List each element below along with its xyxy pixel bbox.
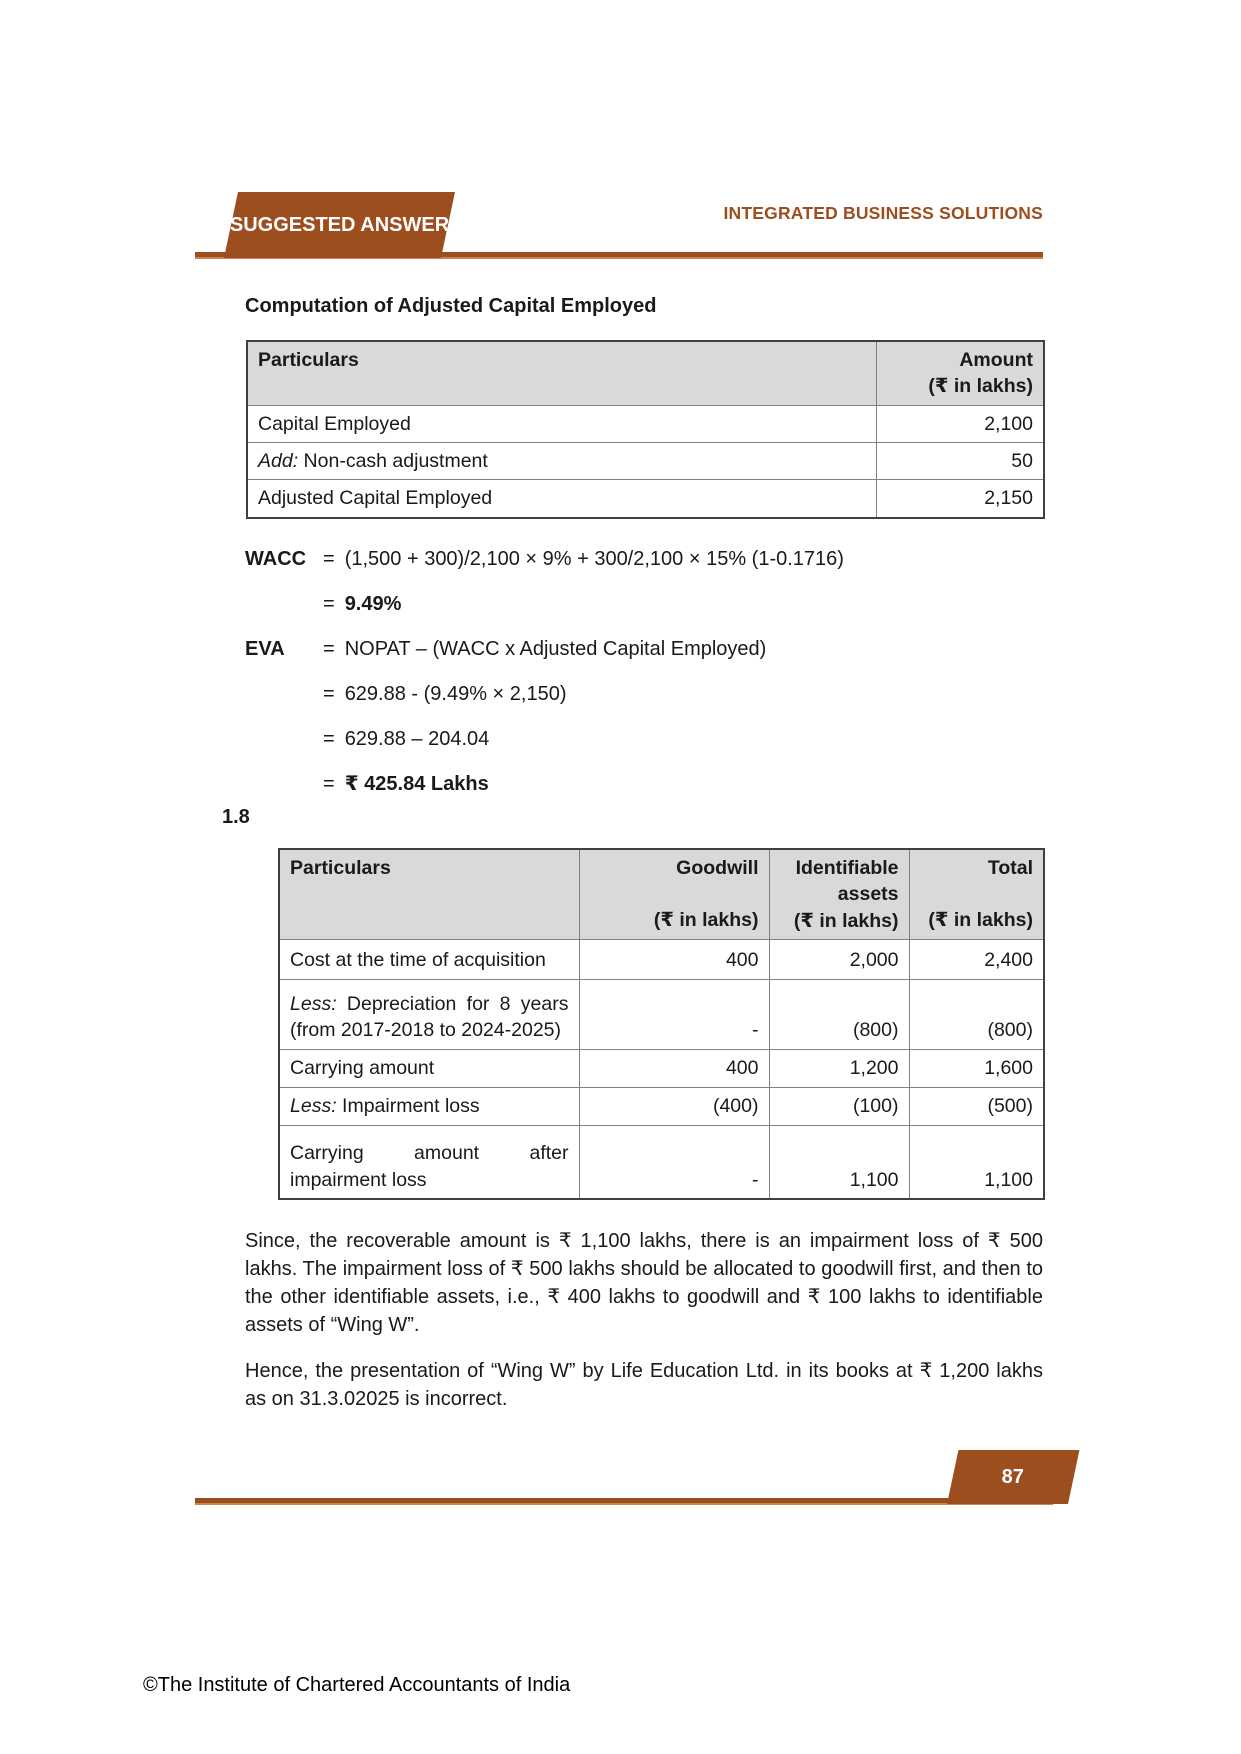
col-header-particulars: Particulars [279, 849, 579, 939]
table-row [247, 442, 1044, 479]
subject-title: INTEGRATED BUSINESS SOLUTIONS [723, 203, 1043, 223]
row-label: Carrying amount after impairment loss [279, 1125, 579, 1199]
row-label: Capital Employed [247, 405, 876, 442]
row-label: Add: Non-cash adjustment [247, 442, 876, 479]
table-row: Cost at the time of acquisition 400 2,000 2,400 [279, 939, 1044, 979]
banner-label: SUGGESTED ANSWER [229, 213, 450, 236]
table-row: Less: Depreciation for 8 years (from 2017-2018 to 2024-2025) - (800) (800) [279, 979, 1044, 1049]
col-header-particulars: Particulars [247, 341, 876, 405]
equation-line: = 629.88 - (9.49% × 2,150) [323, 683, 567, 705]
row-amount: 2,150 [876, 480, 1044, 518]
row-label: Adjusted Capital Employed [247, 480, 876, 518]
eva-label: EVA [245, 638, 285, 660]
col-header-amount: Amount (₹ in lakhs) [876, 341, 1044, 405]
page-number-badge [947, 1450, 1079, 1504]
wacc-label: WACC [245, 548, 307, 570]
impairment-table [278, 848, 1045, 1200]
col-header-total: Total (₹ in lakhs) [909, 849, 1044, 939]
equation-line: = 629.88 – 204.04 [323, 728, 490, 750]
row-label: Carrying amount [279, 1049, 579, 1087]
page-number: 87 [1002, 1465, 1025, 1488]
equation-line: = ₹ 425.84 Lakhs [323, 773, 489, 795]
equation-line: = 9.49% [323, 593, 402, 615]
paragraph: Hence, the presentation of “Wing W” by Life Education Ltd. in its books at ₹ 1,200 lakhs as on 31.3.02025 is incorrect. [245, 1360, 1043, 1410]
table-header-row [247, 341, 1044, 405]
question-number: 1.8 [222, 806, 250, 828]
wacc-eva-equations [245, 546, 1055, 816]
row-amount: 50 [876, 442, 1044, 479]
col-header-identifiable-assets: Identifiable assets (₹ in lakhs) [769, 849, 909, 939]
equation-line: WACC = (1,500 + 300)/2,100 × 9% + 300/2,100 × 15% (1-0.1716) [245, 546, 1055, 573]
table-row-total: Carrying amount after impairment loss - 1,100 1,100 [279, 1125, 1044, 1199]
copyright-text: ©The Institute of Chartered Accountants of India [143, 1674, 571, 1696]
row-label: Cost at the time of acquisition [279, 939, 579, 979]
equation-line: EVA = NOPAT – (WACC x Adjusted Capital Employed) [245, 636, 1055, 663]
row-amount: 2,100 [876, 405, 1044, 442]
table-row [247, 405, 1044, 442]
capital-employed-table [246, 340, 1045, 519]
table-header-row [279, 849, 1044, 939]
paragraph: Since, the recoverable amount is ₹ 1,100 lakhs, there is an impairment loss of ₹ 500 lakhs. The impairment loss of ₹ 500 lakhs should be allocated to goodwill first, and then to the other identifiable assets, i.e., ₹ 400 lakhs to goodwill and ₹ 100 lakhs to identifiable assets of “Wing W”. [245, 1230, 1043, 1336]
row-label: Less: Depreciation for 8 years (from 2017-2018 to 2024-2025) [279, 979, 579, 1049]
col-header-goodwill: Goodwill (₹ in lakhs) [579, 849, 769, 939]
suggested-answer-banner [224, 192, 455, 258]
footer-rule [195, 1498, 1053, 1505]
section-title: Computation of Adjusted Capital Employed [245, 295, 657, 317]
table-row: Carrying amount 400 1,200 1,600 [279, 1049, 1044, 1087]
table-row: Less: Impairment loss (400) (100) (500) [279, 1087, 1044, 1125]
table-row-total [247, 480, 1044, 518]
row-label: Less: Impairment loss [279, 1087, 579, 1125]
